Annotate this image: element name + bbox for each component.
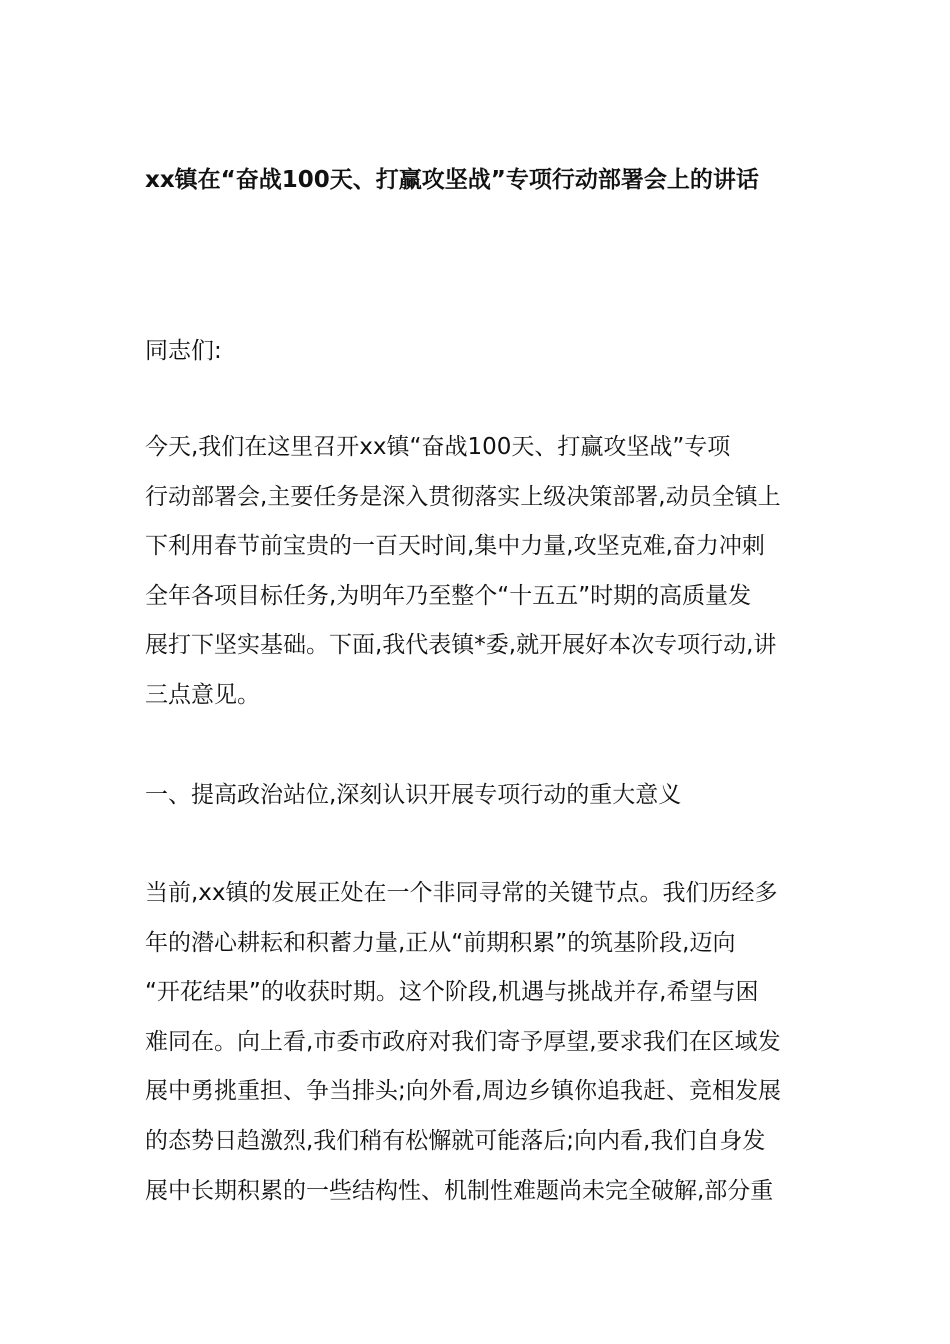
paragraph-line: 今天,我们在这里召开xx镇“奋战100天、打赢攻坚战”专项 [145,434,731,460]
paragraph-line: 展中长期积累的一些结构性、机制性难题尚未完全破解,部分重 [145,1177,774,1204]
paragraph-line: 的态势日趋激烈,我们稍有松懈就可能落后;向内看,我们自身发 [145,1127,766,1154]
paragraph-line: 展打下坚实基础。下面,我代表镇*委,就开展好本次专项行动,讲 [145,632,777,659]
paragraph-line: 下利用春节前宝贵的一百天时间,集中力量,攻坚克难,奋力冲刺 [145,533,765,560]
paragraph-line: 难同在。向上看,市委市政府对我们寄予厚望,要求我们在区域发 [145,1028,781,1055]
paragraph-line: “开花结果”的收获时期。这个阶段,机遇与挑战并存,希望与困 [145,979,759,1006]
paragraph-line: 三点意见。 [145,681,260,708]
section-heading-1: 一、提高政治站位,深刻认识开展专项行动的重大意义 [145,782,682,808]
paragraph-line: 全年各项目标任务,为明年乃至整个“十五五”时期的高质量发 [145,582,752,609]
paragraph-line: 展中勇挑重担、争当排头;向外看,周边乡镇你追我赶、竞相发展 [145,1078,782,1105]
greeting: 同志们: [145,338,222,364]
document-title: xx镇在“奋战100天、打赢攻坚战”专项行动部署会上的讲话 [145,167,759,193]
paragraph-line: 当前,xx镇的发展正处在一个非同寻常的关键节点。我们历经多 [145,880,778,906]
paragraph-intro [145,423,810,721]
paragraph-section-1 [145,869,810,1216]
paragraph-line: 行动部署会,主要任务是深入贯彻落实上级决策部署,动员全镇上 [145,483,781,510]
paragraph-line: 年的潜心耕耘和积蓄力量,正从“前期积累”的筑基阶段,迈向 [145,929,736,956]
